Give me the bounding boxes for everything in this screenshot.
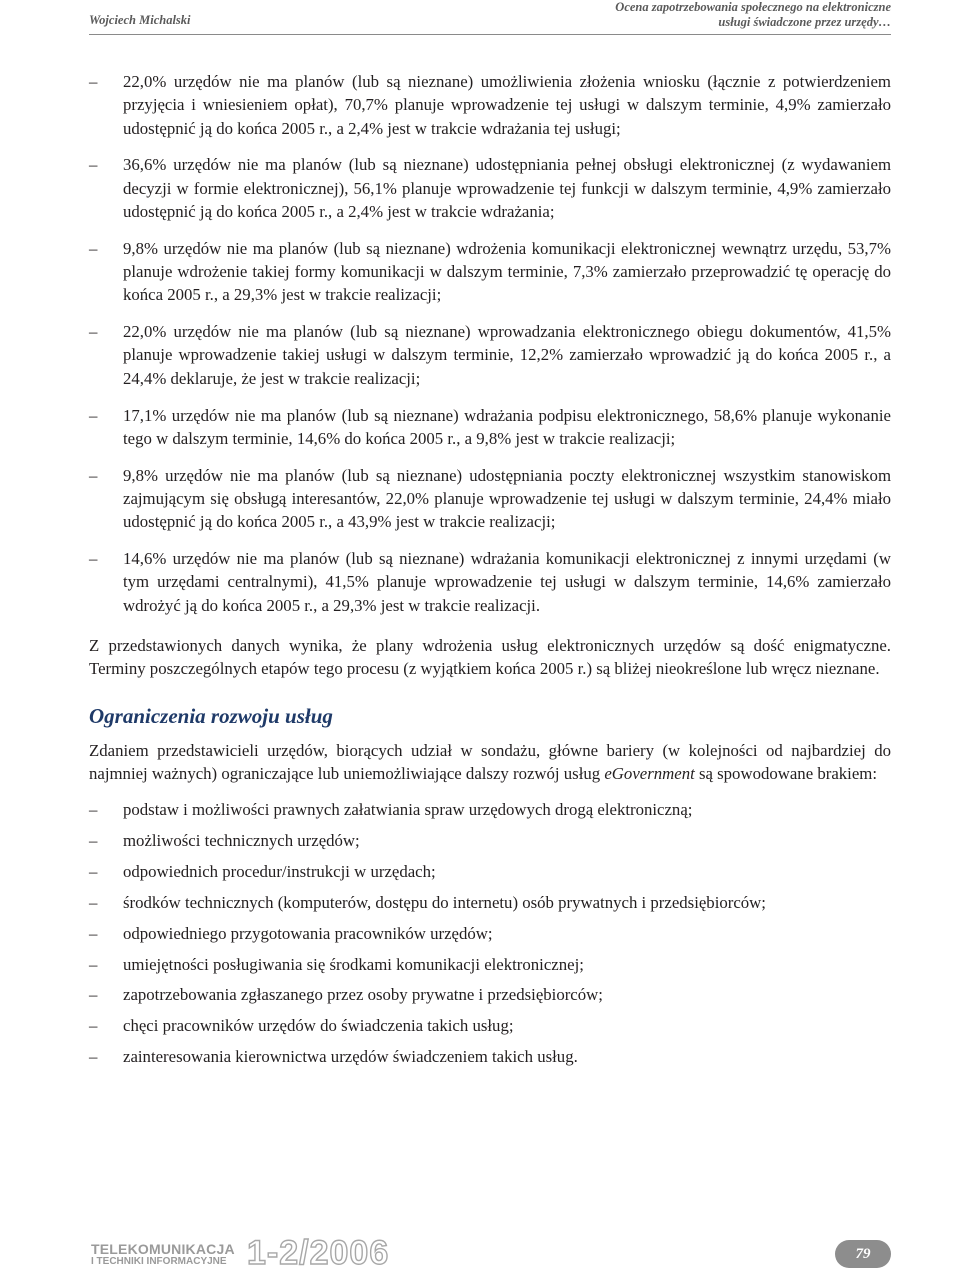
stats-list-item: [89, 153, 891, 223]
bullet-dash: –: [89, 549, 98, 569]
barrier-list-item: [89, 798, 891, 821]
header-title-line1: Ocena zapotrzebowania społecznego na elektroniczne: [615, 0, 891, 14]
header-title-line2: usługi świadczone przez urzędy…: [718, 15, 891, 29]
stats-list-item: [89, 464, 891, 534]
intro-italic-term: eGovernment: [604, 763, 695, 783]
bullet-dash: –: [89, 831, 98, 851]
list-item-text: 9,8% urzędów nie ma planów (lub są nieznane) wdrożenia komunikacji elektronicznej wewnątrz urzędu, 53,7% planuje wdrożenie takiej formy komunikacji w dalszym terminie, 7,3% zamierzało przeprowadzić tę operację do końca 2005 r., a 29,3% jest w trakcie realizacji;: [123, 238, 891, 305]
header-author: Wojciech Michalski: [89, 13, 191, 27]
list-item-text: odpowiednich procedur/instrukcji w urzędach;: [123, 861, 436, 881]
bullet-dash: –: [89, 861, 98, 881]
bullet-dash: –: [89, 72, 98, 91]
bullet-dash: –: [89, 238, 98, 258]
list-item-text: 9,8% urzędów nie ma planów (lub są nieznane) udostępniania poczty elektronicznej wszystkim stanowiskom zajmującym się obsługą interesantów, 22,0% planuje wprowadzenie tej usługi w dalszym terminie, 24,4% miało udostępnić ją do końca 2005 r., a 43,9% jest w trakcie realizacji;: [123, 465, 891, 532]
conclusion-paragraph: Z przedstawionych danych wynika, że plany wdrożenia usług elektronicznych urzędów są dość enigmatyczne. Terminy poszczególnych etapów tego procesu (z wyjątkiem końca 2005 r.) są bliżej nieokreślone lub wręcz nieznane.: [89, 635, 891, 679]
bullet-dash: –: [89, 155, 98, 175]
stats-list-item: [89, 320, 891, 390]
page-number-badge: 79: [835, 1240, 891, 1268]
list-item-text: 22,0% urzędów nie ma planów (lub są nieznane) umożliwienia złożenia wniosku (łącznie z potwierdzeniem przyjęcia i wniesieniem opłat), 70,7% planuje wprowadzenie tej usługi w dalszym terminie, 4,9% zamierzało udostępnić ją do końca 2005 r., a 2,4% jest w trakcie wdrażania tej usługi;: [123, 72, 891, 138]
barrier-list-item: [89, 860, 891, 883]
journal-name-line1: TELEKOMUNIKACJA: [91, 1241, 235, 1257]
barriers-list: [89, 798, 891, 1068]
header-rule: [89, 34, 891, 35]
issue-number: 1-2/2006: [247, 1234, 390, 1272]
list-item-text: 22,0% urzędów nie ma planów (lub są nieznane) wprowadzania elektronicznego obiegu dokumentów, 41,5% planuje wprowadzenie takiej usługi w dalszym terminie, 12,2% zamierzało wprowadzić ją do końca 2005 r., a 24,4% deklaruje, że jest w trakcie realizacji;: [123, 322, 891, 388]
page-footer: [89, 1230, 891, 1270]
stats-list-item: [89, 70, 891, 140]
barrier-list-item: [89, 983, 891, 1006]
list-item-text: umiejętności posługiwania się środkami komunikacji elektronicznej;: [123, 954, 584, 974]
list-item-text: zapotrzebowania zgłaszanego przez osoby prywatne i przedsiębiorców;: [123, 985, 603, 1005]
list-item-text: 14,6% urzędów nie ma planów (lub są nieznane) wdrażania komunikacji elektronicznej z innymi urzędami (w tym urzędami centralnymi), 41,5% planuje wprowadzenie tej usługi w dalszym terminie, 14,6% zamierzało wdrożyć ją do końca 2005 r., a 29,3% jest w trakcie realizacji.: [123, 549, 891, 615]
barrier-list-item: [89, 953, 891, 976]
barrier-list-item: [89, 891, 891, 914]
bullet-dash: –: [89, 954, 98, 974]
barrier-list-item: [89, 829, 891, 852]
list-item-text: chęci pracowników urzędów do świadczenia takich usług;: [123, 1016, 514, 1036]
list-item-text: 17,1% urzędów nie ma planów (lub są nieznane) wdrażania podpisu elektronicznego, 58,6% planuje wykonanie tego w dalszym terminie, 14,6% do końca 2005 r., a 9,8% jest w trakcie realizacji;: [123, 405, 891, 448]
bullet-dash: –: [89, 1047, 98, 1067]
stats-list-item: [89, 404, 891, 451]
intro-paragraph: [89, 739, 891, 786]
bullet-dash: –: [89, 465, 98, 485]
bullet-dash: –: [89, 892, 98, 912]
stats-list-item: [89, 547, 891, 617]
bullet-dash: –: [89, 1016, 98, 1036]
stats-list-item: [89, 237, 891, 307]
header-title: [615, 0, 891, 30]
intro-before: Zdaniem przedstawicieli urzędów, biorących udział w sondażu, główne bariery (w kolejności od najbardziej do najmniej ważnych) ograniczające lub uniemożliwiające dalszy rozwój usług: [89, 740, 891, 783]
barrier-list-item: [89, 1014, 891, 1037]
list-item-text: 36,6% urzędów nie ma planów (lub są nieznane) udostępniania pełnej obsługi elektronicznej (z wydawaniem decyzji w formie elektronicznej), 56,1% planuje wprowadzenie tej funkcji w dalszym terminie, 4,9% zamierzało udostępnić ją do końca 2005 r., a 2,4% jest w trakcie wdrażania;: [123, 155, 891, 221]
running-header: [0, 0, 960, 34]
bullet-dash: –: [89, 800, 98, 820]
list-item-text: możliwości technicznych urzędów;: [123, 831, 360, 851]
barrier-list-item: [89, 922, 891, 945]
bullet-dash: –: [89, 322, 98, 342]
journal-name-line2: I TECHNIKI INFORMACYJNE: [91, 1256, 227, 1267]
journal-logo: [91, 1242, 235, 1268]
list-item-text: zainteresowania kierownictwa urzędów świadczeniem takich usług.: [123, 1047, 578, 1067]
intro-after: są spowodowane brakiem:: [694, 763, 877, 783]
list-item-text: odpowiedniego przygotowania pracowników urzędów;: [123, 923, 493, 943]
bullet-dash: –: [89, 923, 98, 943]
bullet-dash: –: [89, 405, 98, 425]
barrier-list-item: [89, 1045, 891, 1068]
stats-list: [89, 70, 891, 617]
section-title: Ograniczenia rozwoju usług: [89, 703, 333, 728]
bullet-dash: –: [89, 985, 98, 1005]
main-content: [89, 70, 891, 1076]
list-item-text: podstaw i możliwości prawnych załatwiania spraw urzędowych drogą elektroniczną;: [123, 800, 693, 820]
list-item-text: środków technicznych (komputerów, dostępu do internetu) osób prywatnych i przedsiębiorców;: [123, 892, 766, 912]
